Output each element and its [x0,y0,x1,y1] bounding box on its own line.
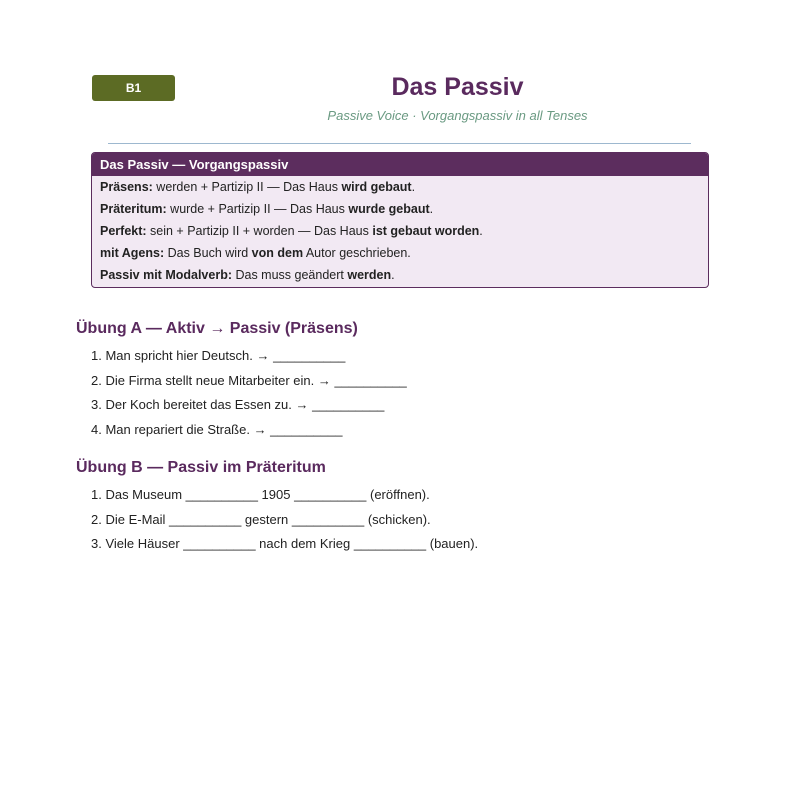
exercise-a-title: Übung A — Aktiv → Passiv (Präsens) [76,320,358,337]
grammar-row-label: Passiv mit Modalverb: [100,268,232,282]
grammar-row-text: Das Buch wird [164,246,252,260]
grammar-row-text: Autor geschrieben. [303,246,411,260]
grammar-row-text: . [391,268,395,282]
grammar-example-highlight: wurde gebaut [348,202,430,216]
grammar-row [92,176,708,198]
exercise-item: 3. Der Koch bereitet das Essen zu. → __________ [91,397,385,412]
exercise-item: 4. Man repariert die Straße. → __________ [91,421,343,437]
exercise-a-list [91,344,407,442]
exercise-item: 2. Die E-Mail __________ gestern __________ (schicken). [91,511,431,527]
exercise-item: 1. Man spricht hier Deutsch. → __________ [91,348,346,363]
grammar-row-label: mit Agens: [100,246,165,260]
grammar-example-highlight: von dem [251,246,304,260]
grammar-row-text: sein + Partizip II + worden — Das Haus [146,224,373,238]
grammar-row [92,220,708,242]
grammar-row-text: . [479,224,483,238]
grammar-example-highlight: wird gebaut [341,180,412,194]
header-divider [108,143,691,144]
grammar-example-highlight: ist gebaut worden [372,224,480,238]
grammar-row-label: Perfekt: [100,224,147,238]
grammar-row-text: werden + Partizip II — Das Haus [152,180,342,194]
exercise-b-list [91,483,478,557]
grammar-row-text: wurde + Partizip II — Das Haus [166,202,349,216]
grammar-rows [92,176,708,286]
exercise-item: 1. Das Museum __________ 1905 __________ (eröffnen). [91,487,430,502]
grammar-row-text: . [411,180,416,194]
grammar-box-heading: Das Passiv — Vorgangspassiv [92,153,708,176]
exercise-item: 2. Die Firma stellt neue Mitarbeiter ein. → __________ [91,372,407,388]
exercise-b-title: Übung B — Passiv im Präteritum [76,459,326,476]
grammar-row [92,242,708,264]
exercise-item: 3. Viele Häuser __________ nach dem Krieg __________ (bauen). [91,536,479,551]
grammar-row-label: Präteritum: [100,202,167,216]
grammar-row [92,264,708,286]
grammar-box [91,152,709,288]
grammar-row-label: Präsens: [100,180,153,194]
grammar-example-highlight: werden [347,268,392,282]
grammar-row-text: . [429,202,434,216]
grammar-row-text: Das muss geändert [232,268,348,282]
page-subtitle: Passive Voice · Vorgangspassiv in all Tenses [327,108,588,123]
level-badge: B1 [92,75,175,101]
page-title: Das Passiv [391,73,524,101]
grammar-row [92,198,708,220]
